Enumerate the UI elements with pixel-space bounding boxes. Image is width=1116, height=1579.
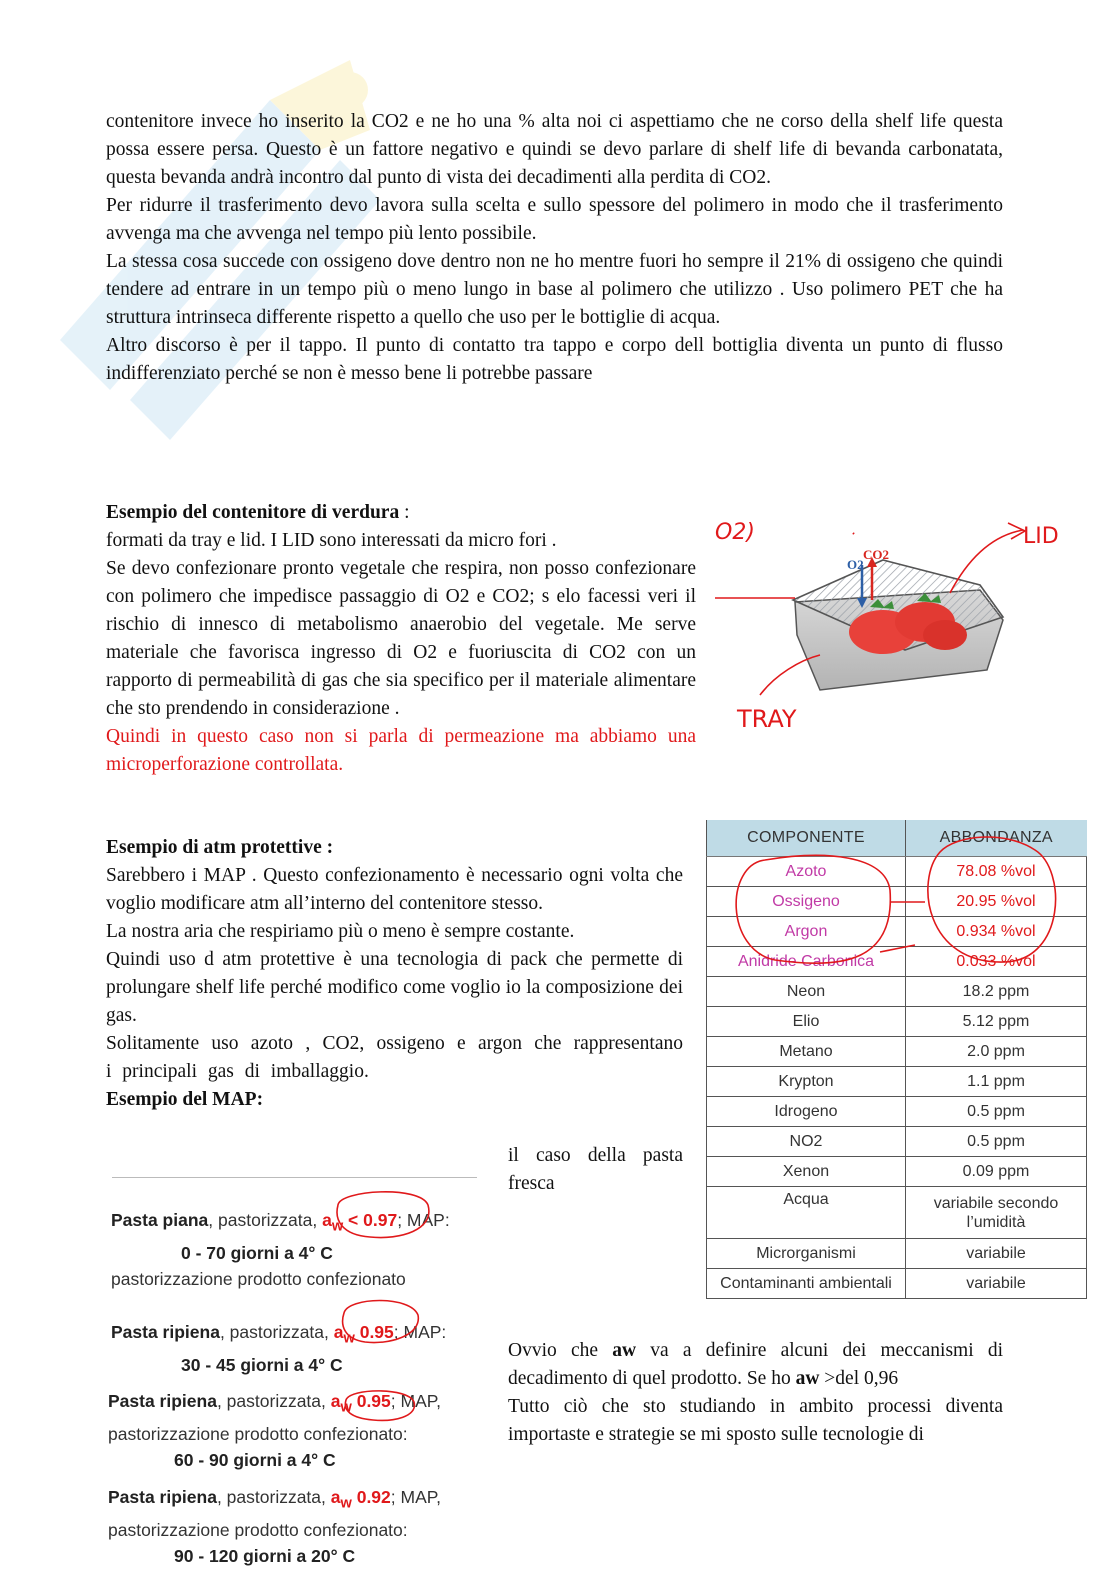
- table-row: Acqua variabile secondo l’umidità: [707, 1187, 1087, 1239]
- table-row: Anidride Carbonica 0.033 %vol: [707, 947, 1087, 977]
- co2-label: CO2: [863, 547, 889, 562]
- tray-handwritten: TRAY: [737, 705, 797, 733]
- table-row: Microrganismi variabile: [707, 1239, 1087, 1269]
- table-row: Azoto 78.08 %vol: [707, 857, 1087, 887]
- paragraph: formati da tray e lid. I LID sono interessati da micro fori .: [106, 530, 557, 551]
- paragraph: Tutto ciò che sto studiando in ambito processi diventa importaste e strategie se mi sposto sulle tecnologie di: [508, 1396, 1003, 1445]
- example-heading: Esempio del MAP:: [106, 1089, 264, 1110]
- tray-lid-figure: [705, 505, 1085, 755]
- section-heading: Esempio del contenitore di verdura :: [106, 502, 410, 523]
- table-row: Xenon 0.09 ppm: [707, 1157, 1087, 1187]
- paragraph: Ovvio che aw va a definire alcuni dei meccanismi di decadimento di quel prodotto. Se ho aw >del 0,96: [508, 1340, 1003, 1389]
- table-row: Metano 2.0 ppm: [707, 1037, 1087, 1067]
- highlight-paragraph: Quindi in questo caso non si parla di permeazione ma abbiamo una microperforazione controllata.: [106, 726, 696, 775]
- top-text-block: [106, 108, 1003, 388]
- pasta-item: Pasta piana, pastorizzata, $a_w < 0.97$; MAP: 0 - 70 giorni a 4° C pastorizzazione prodotto confezionato: [111, 1210, 450, 1289]
- o2-label: O2: [847, 557, 864, 572]
- table-row: Idrogeno 0.5 ppm: [707, 1097, 1087, 1127]
- table-row: Krypton 1.1 ppm: [707, 1067, 1087, 1097]
- pasta-item: Pasta ripiena, pastorizzata, $a_w$ 0.95; MAP: 30 - 45 giorni a 4° C: [111, 1322, 447, 1375]
- veg-section: [106, 499, 696, 779]
- paragraph: Sarebbero i MAP . Questo confezionamento è necessario ogni volta che voglio modificare atm all’interno del contenitore stesso.: [106, 865, 683, 914]
- table-row: Contaminanti ambientali variabile: [707, 1269, 1087, 1299]
- section-heading: Esempio di atm protettive :: [106, 837, 334, 858]
- paragraph: La stessa cosa succede con ossigeno dove dentro non ne ho mentre fuori ho sempre il 21% di ossigeno che quindi tendere ad entrare in un tempo più o meno lungo in base al polimero che utilizzo . Uso polimero PET che ha struttura intrinseca differente rispetto a quello che uso per le bottiglie di acqua.: [106, 251, 1003, 328]
- paragraph: Se devo confezionare pronto vegetale che respira, non posso confezionare con polimero che impedisce passaggio di O2 e CO2; s elo facessi veri il rischio di innesco di metabolismo anaerobio del vegetale. Me serve materiale che favorisca ingresso di O2 e fuoriuscita di CO2 con un rapporto di permeabilità di gas che sia specifico per il materiale alimentare che sto prendendo in considerazione .: [106, 558, 696, 719]
- table-row: NO2 0.5 ppm: [707, 1127, 1087, 1157]
- paragraph: La nostra aria che respiriamo più o meno è sempre costante.: [106, 921, 575, 942]
- table-row: Neon 18.2 ppm: [707, 977, 1087, 1007]
- lid-handwritten: LID: [1023, 524, 1059, 549]
- gas-composition-table: [706, 820, 1087, 1299]
- paragraph: Altro discorso è per il tappo. Il punto di contatto tra tappo e corpo dell bottiglia diventa un punto di flusso indifferenziato perché se non è messo bene li potrebbe passare: [106, 335, 1003, 384]
- map-section: [106, 834, 683, 1114]
- column-header: COMPONENTE: [707, 820, 906, 857]
- o2-handwritten: O2): [715, 520, 755, 545]
- pasta-divider: [112, 1177, 477, 1178]
- table-row: Argon 0.934 %vol: [707, 917, 1087, 947]
- table-row: Ossigeno 20.95 %vol: [707, 887, 1087, 917]
- pasta-item: Pasta ripiena, pastorizzata, $a_w$ 0.92; MAP, pastorizzazione prodotto confezionato: 90 - 120 giorni a 20° C: [108, 1487, 442, 1566]
- pasta-caption: il caso della pasta fresca: [508, 1145, 683, 1194]
- table-row: Elio 5.12 ppm: [707, 1007, 1087, 1037]
- paragraph: Quindi uso d atm protettive è una tecnologia di pack che permette di prolungare shelf life perché modifico come voglio io la composizione dei gas.: [106, 949, 683, 1026]
- aw-text-block: [508, 1337, 1003, 1449]
- pasta-item: Pasta ripiena, pastorizzata, $a_w$ 0.95; MAP, pastorizzazione prodotto confezionato: 60 - 90 giorni a 4° C: [108, 1391, 442, 1470]
- paragraph: contenitore invece ho inserito la CO2 e ne ho una % alta noi ci aspettiamo che ne corso della shelf life questa possa essere persa. Questo è un fattore negativo e quindi se devo parlare di shelf life di bevanda carbonatata, questa bevanda andrà incontro dal punto di vista dei decadimenti alla perdita di CO2.: [106, 111, 1003, 188]
- paragraph: Per ridurre il trasferimento devo lavora sulla scelta e sullo spessore del polimero in modo che il trasferimento avvenga ma che avvenga nel tempo più lento possibile.: [106, 195, 1003, 244]
- paragraph: Solitamente uso azoto , CO2, ossigeno e argon che rappresentano i principali gas di imballaggio.: [106, 1033, 683, 1082]
- column-header: ABBONDANZA: [906, 820, 1087, 857]
